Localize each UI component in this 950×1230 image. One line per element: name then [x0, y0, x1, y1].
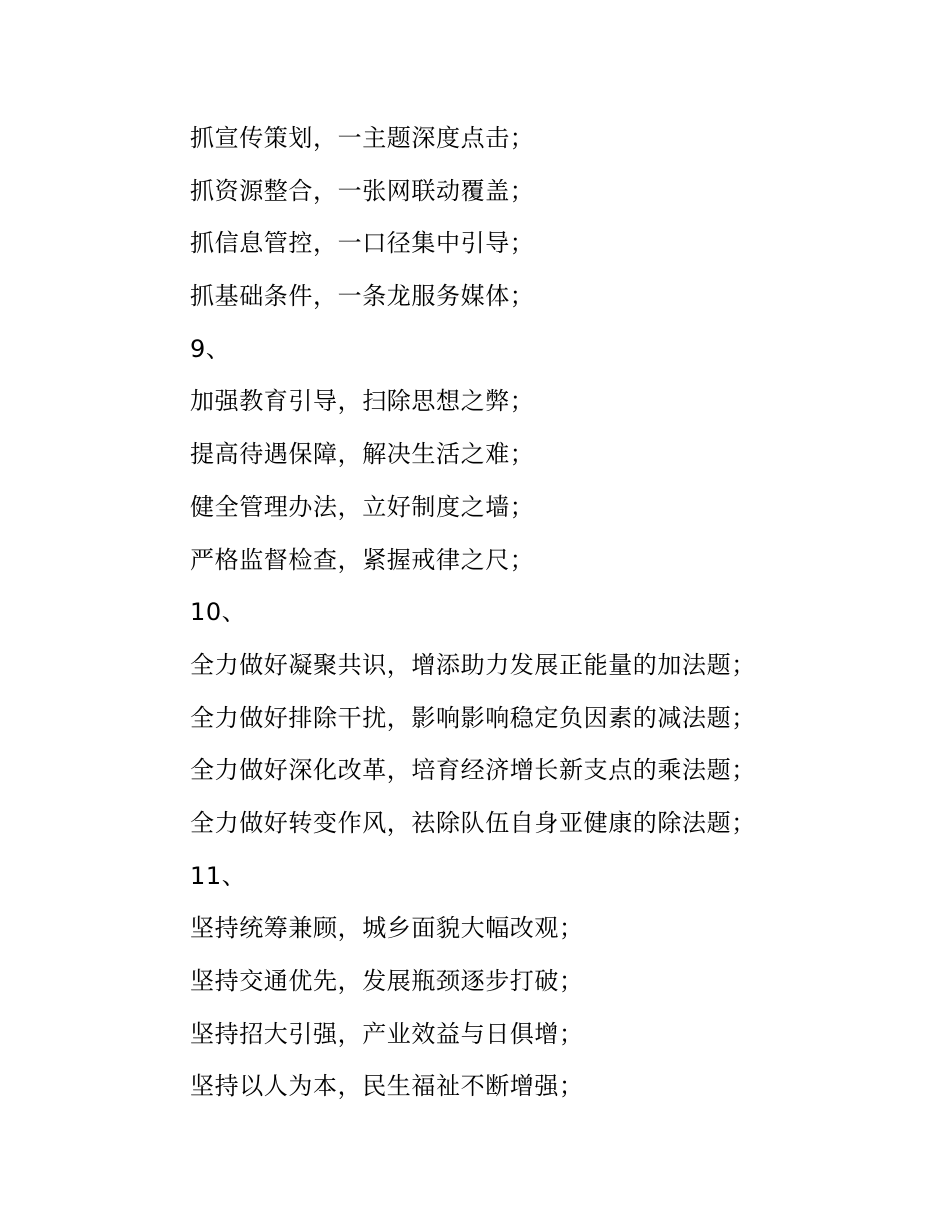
text-line: 全力做好凝聚共识，增添助力发展正能量的加法题；: [190, 650, 756, 679]
text-line: 抓资源整合，一张网联动覆盖；: [190, 176, 535, 205]
text-line: 坚持以人为本，民生福祉不断增强；: [190, 1072, 584, 1101]
section-number: 9、: [190, 334, 231, 363]
text-line: 严格监督检查，紧握戒律之尺；: [190, 545, 535, 574]
text-line: 坚持交通优先，发展瓶颈逐步打破；: [190, 967, 584, 995]
section-number: 11、: [190, 861, 247, 890]
text-line: 全力做好转变作风，祛除队伍自身亚健康的除法题；: [190, 808, 756, 837]
text-line: 抓宣传策划，一主题深度点击；: [190, 124, 535, 152]
text-line: 坚持招大引强，产业效益与日俱增；: [190, 1019, 584, 1048]
text-line: 加强教育引导，扫除思想之弊；: [190, 387, 535, 416]
section-number: 10、: [190, 598, 247, 627]
text-line: 全力做好排除干扰，影响影响稳定负因素的减法题；: [190, 703, 756, 732]
text-line: 抓基础条件，一条龙服务媒体；: [190, 282, 535, 311]
document-body: [190, 112, 910, 1113]
text-line: 全力做好深化改革，培育经济增长新支点的乘法题；: [190, 756, 756, 785]
text-line: 坚持统筹兼顾，城乡面貌大幅改观；: [190, 914, 584, 943]
text-line: 提高待遇保障，解决生活之难；: [190, 440, 535, 469]
text-line: 健全管理办法，立好制度之墙；: [190, 492, 535, 521]
text-line: 抓信息管控，一口径集中引导；: [190, 229, 535, 258]
